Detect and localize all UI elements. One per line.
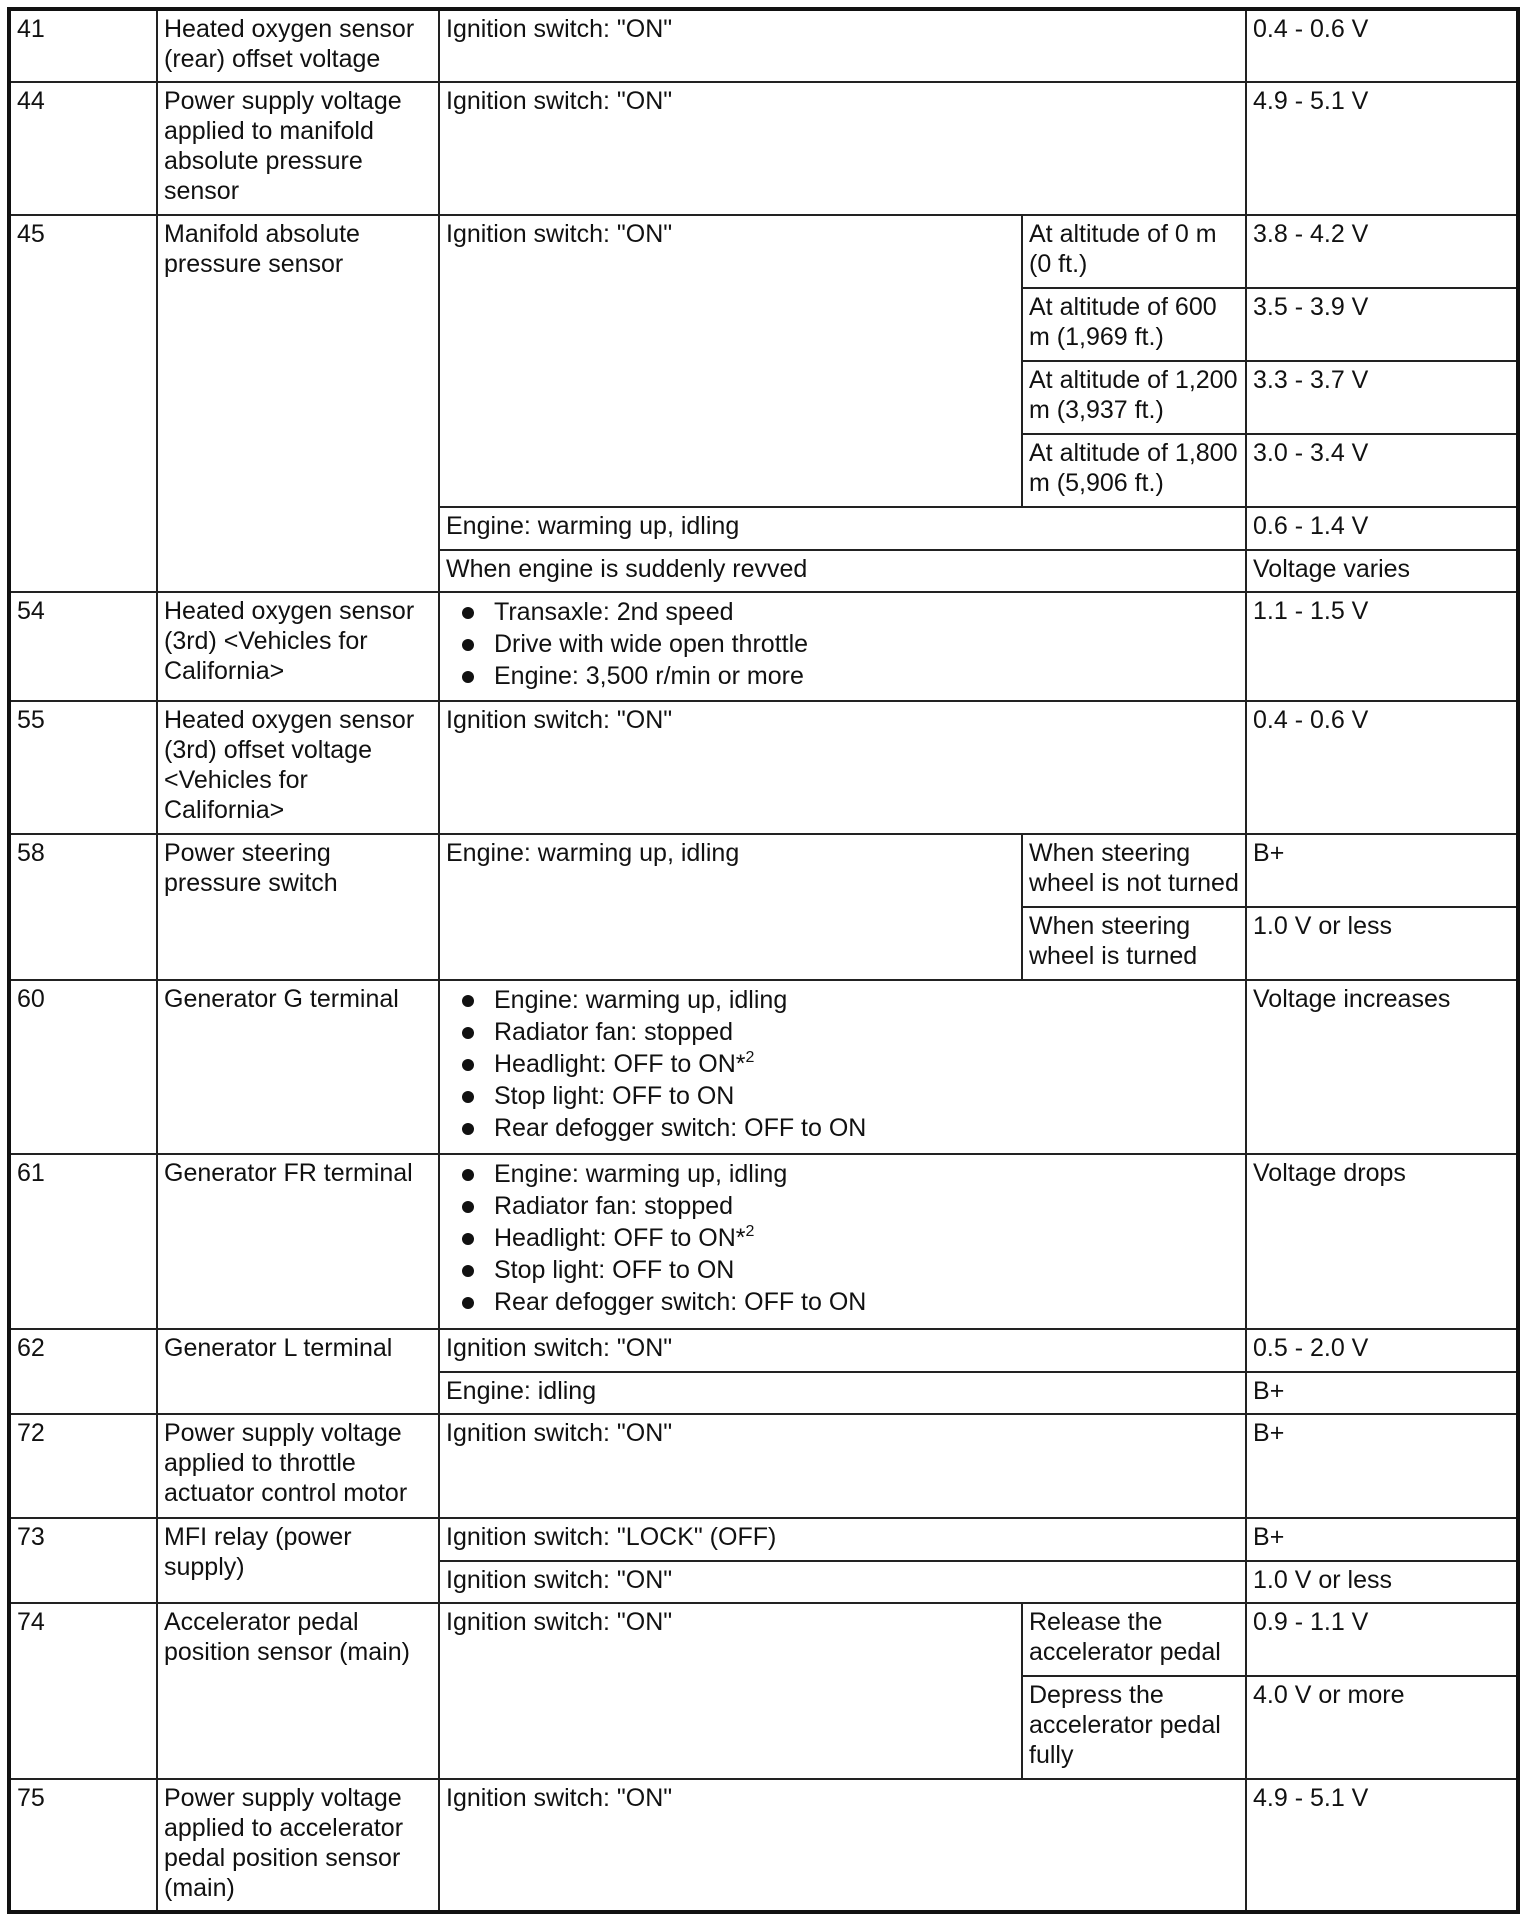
standard-value: Voltage varies (1246, 550, 1518, 592)
list-item-text: Headlight: OFF to ON* (494, 1224, 746, 1252)
terminal-number: 54 (9, 592, 157, 701)
list-item: Stop light: OFF to ON (446, 1080, 1239, 1112)
check-condition: Ignition switch: "ON" (439, 82, 1246, 215)
check-condition (439, 592, 1246, 701)
condition-list (446, 984, 1239, 1144)
standard-value: B+ (1246, 1372, 1518, 1414)
standard-value: 1.1 - 1.5 V (1246, 592, 1518, 701)
check-condition: Ignition switch: "ON" (439, 1603, 1022, 1779)
standard-value: 0.5 - 2.0 V (1246, 1329, 1518, 1372)
check-condition: Engine: warming up, idling (439, 507, 1246, 550)
standard-value: Voltage drops (1246, 1154, 1518, 1329)
check-condition: Ignition switch: "ON" (439, 215, 1022, 507)
table-row (9, 1414, 1518, 1518)
footnote-marker: 2 (745, 1049, 755, 1066)
check-condition (439, 1154, 1246, 1329)
table-row (9, 980, 1518, 1154)
terminal-number: 62 (9, 1329, 157, 1414)
list-item (446, 1222, 1239, 1254)
terminal-number: 45 (9, 215, 157, 592)
terminal-number: 44 (9, 82, 157, 215)
sub-condition: At altitude of 1,800 m (5,906 ft.) (1022, 434, 1246, 507)
standard-value: 3.0 - 3.4 V (1246, 434, 1518, 507)
sub-condition: When steering wheel is turned (1022, 907, 1246, 980)
check-condition: Ignition switch: "ON" (439, 1329, 1246, 1372)
list-item: Radiator fan: stopped (446, 1190, 1239, 1222)
standard-value: 3.5 - 3.9 V (1246, 288, 1518, 361)
check-condition: Engine: warming up, idling (439, 834, 1022, 980)
standard-value: 0.4 - 0.6 V (1246, 701, 1518, 834)
check-item: Manifold absolute pressure sensor (157, 215, 439, 592)
table-row (9, 215, 1518, 288)
sub-condition: Depress the accelerator pedal fully (1022, 1676, 1246, 1779)
list-item: Stop light: OFF to ON (446, 1254, 1239, 1286)
check-item: Heated oxygen sensor (3rd) offset voltage <Vehicles for California> (157, 701, 439, 834)
list-item: Engine: warming up, idling (446, 1158, 1239, 1190)
standard-value: 4.0 V or more (1246, 1676, 1518, 1779)
terminal-voltage-table (7, 7, 1520, 1914)
standard-value: 1.0 V or less (1246, 1561, 1518, 1603)
sub-condition: At altitude of 1,200 m (3,937 ft.) (1022, 361, 1246, 434)
list-item: Radiator fan: stopped (446, 1016, 1239, 1048)
standard-value: 4.9 - 5.1 V (1246, 82, 1518, 215)
table-row (9, 1779, 1518, 1912)
standard-value: 0.9 - 1.1 V (1246, 1603, 1518, 1676)
standard-value: 1.0 V or less (1246, 907, 1518, 980)
table-row (9, 9, 1518, 82)
check-condition: Engine: idling (439, 1372, 1246, 1414)
terminal-number: 75 (9, 1779, 157, 1912)
check-item: Heated oxygen sensor (rear) offset voltage (157, 9, 439, 82)
table-row (9, 834, 1518, 907)
check-item: Generator G terminal (157, 980, 439, 1154)
check-item: Accelerator pedal position sensor (main) (157, 1603, 439, 1779)
terminal-number: 60 (9, 980, 157, 1154)
terminal-number: 41 (9, 9, 157, 82)
table-row (9, 592, 1518, 701)
check-item: MFI relay (power supply) (157, 1518, 439, 1603)
footnote-marker: 2 (745, 1223, 755, 1240)
sub-condition: Release the accelerator pedal (1022, 1603, 1246, 1676)
list-item: Rear defogger switch: OFF to ON (446, 1286, 1239, 1318)
standard-value: B+ (1246, 834, 1518, 907)
table-row (9, 1603, 1518, 1676)
check-item: Power supply voltage applied to throttle actuator control motor (157, 1414, 439, 1518)
table-row (9, 82, 1518, 215)
standard-value: B+ (1246, 1518, 1518, 1561)
list-item: Transaxle: 2nd speed (446, 596, 1239, 628)
terminal-number: 58 (9, 834, 157, 980)
list-item: Drive with wide open throttle (446, 628, 1239, 660)
check-condition (439, 980, 1246, 1154)
table-row (9, 1518, 1518, 1561)
check-condition: Ignition switch: "ON" (439, 1414, 1246, 1518)
list-item-text: Headlight: OFF to ON* (494, 1050, 746, 1078)
standard-value: 0.6 - 1.4 V (1246, 507, 1518, 550)
check-item: Heated oxygen sensor (3rd) <Vehicles for California> (157, 592, 439, 701)
standard-value: 3.3 - 3.7 V (1246, 361, 1518, 434)
check-condition: Ignition switch: "ON" (439, 701, 1246, 834)
check-condition: Ignition switch: "LOCK" (OFF) (439, 1518, 1246, 1561)
list-item: Engine: warming up, idling (446, 984, 1239, 1016)
check-condition: Ignition switch: "ON" (439, 1561, 1246, 1603)
terminal-number: 73 (9, 1518, 157, 1603)
list-item: Rear defogger switch: OFF to ON (446, 1112, 1239, 1144)
sub-condition: At altitude of 600 m (1,969 ft.) (1022, 288, 1246, 361)
table-row (9, 1154, 1518, 1329)
standard-value: 0.4 - 0.6 V (1246, 9, 1518, 82)
check-item: Power supply voltage applied to accelerator pedal position sensor (main) (157, 1779, 439, 1912)
standard-value: 3.8 - 4.2 V (1246, 215, 1518, 288)
terminal-number: 55 (9, 701, 157, 834)
list-item: Engine: 3,500 r/min or more (446, 660, 1239, 692)
check-item: Power steering pressure switch (157, 834, 439, 980)
standard-value: 4.9 - 5.1 V (1246, 1779, 1518, 1912)
sub-condition: At altitude of 0 m (0 ft.) (1022, 215, 1246, 288)
terminal-number: 74 (9, 1603, 157, 1779)
terminal-number: 72 (9, 1414, 157, 1518)
standard-value: B+ (1246, 1414, 1518, 1518)
standard-value: Voltage increases (1246, 980, 1518, 1154)
terminal-number: 61 (9, 1154, 157, 1329)
check-condition: When engine is suddenly revved (439, 550, 1246, 592)
check-condition: Ignition switch: "ON" (439, 9, 1246, 82)
condition-list (446, 596, 1239, 692)
sub-condition: When steering wheel is not turned (1022, 834, 1246, 907)
list-item (446, 1048, 1239, 1080)
table-row (9, 1329, 1518, 1372)
table-row (9, 701, 1518, 834)
check-condition: Ignition switch: "ON" (439, 1779, 1246, 1912)
check-item: Generator FR terminal (157, 1154, 439, 1329)
check-item: Generator L terminal (157, 1329, 439, 1414)
check-item: Power supply voltage applied to manifold absolute pressure sensor (157, 82, 439, 215)
condition-list (446, 1158, 1239, 1318)
